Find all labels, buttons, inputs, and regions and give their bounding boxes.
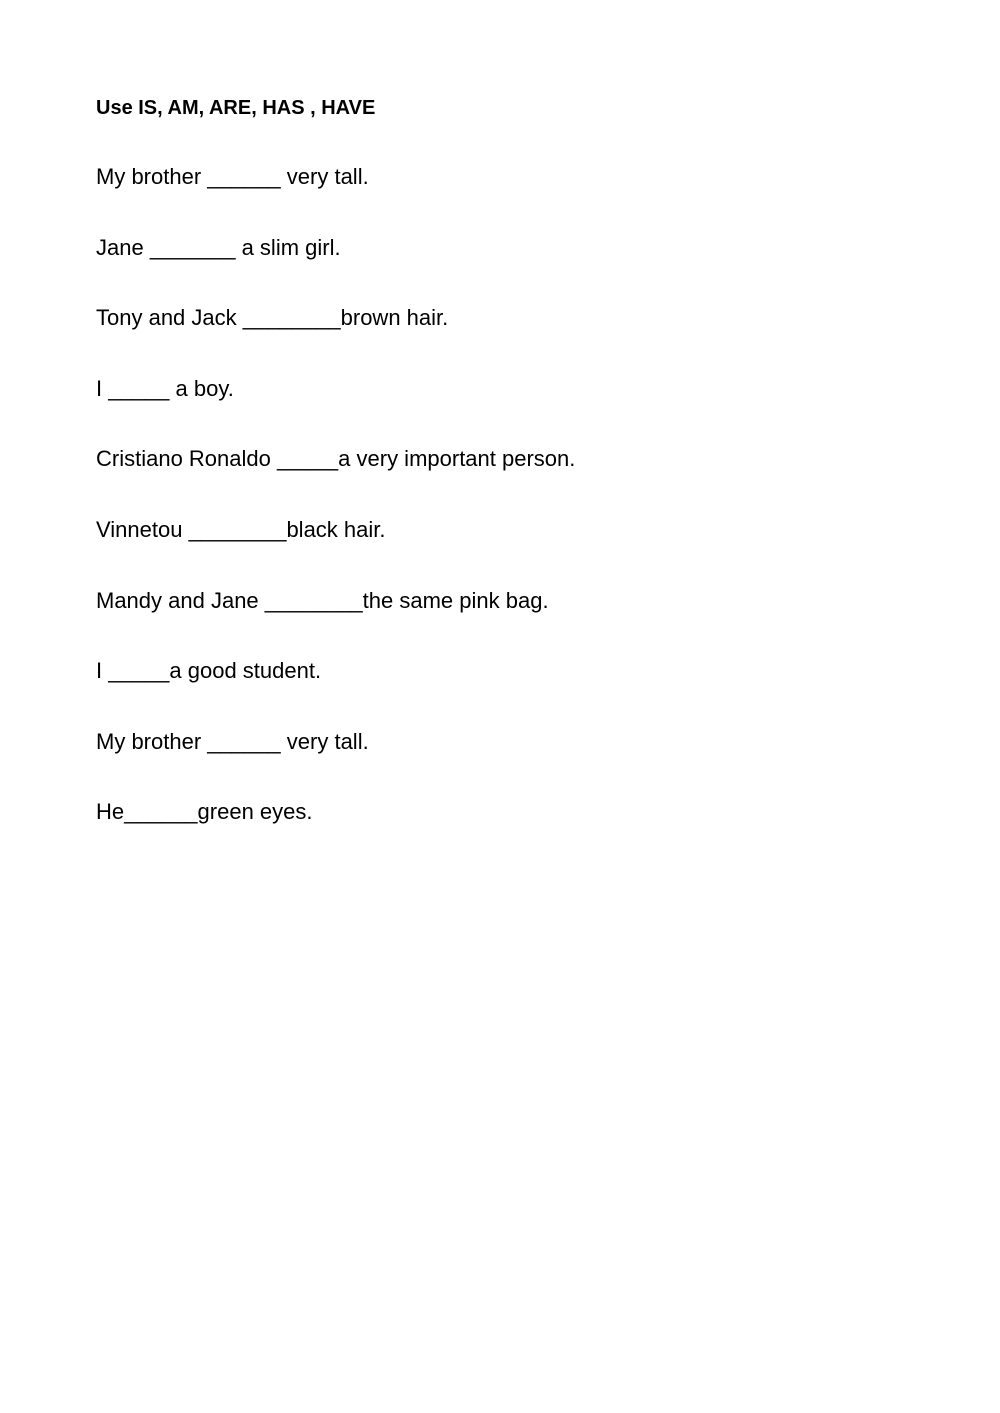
sentence-6: Vinnetou ________black hair. <box>96 516 386 542</box>
sentence-9: My brother ______ very tall. <box>96 728 369 754</box>
sentence-1: My brother ______ very tall. <box>96 164 369 189</box>
sentence-list <box>96 164 575 870</box>
sentence-5: Cristiano Ronaldo _____a very important person. <box>96 446 576 472</box>
sentence-3: Tony and Jack ________brown hair. <box>96 305 449 331</box>
sentence-4: I _____ a boy. <box>96 375 234 401</box>
sentence-8: I _____a good student. <box>96 658 322 684</box>
worksheet-title: Use IS, AM, ARE, HAS , HAVE <box>96 97 376 119</box>
sentence-10: He______green eyes. <box>96 799 313 825</box>
sentence-2: Jane _______ a slim girl. <box>96 234 341 260</box>
sentence-7: Mandy and Jane ________the same pink bag. <box>96 587 549 613</box>
